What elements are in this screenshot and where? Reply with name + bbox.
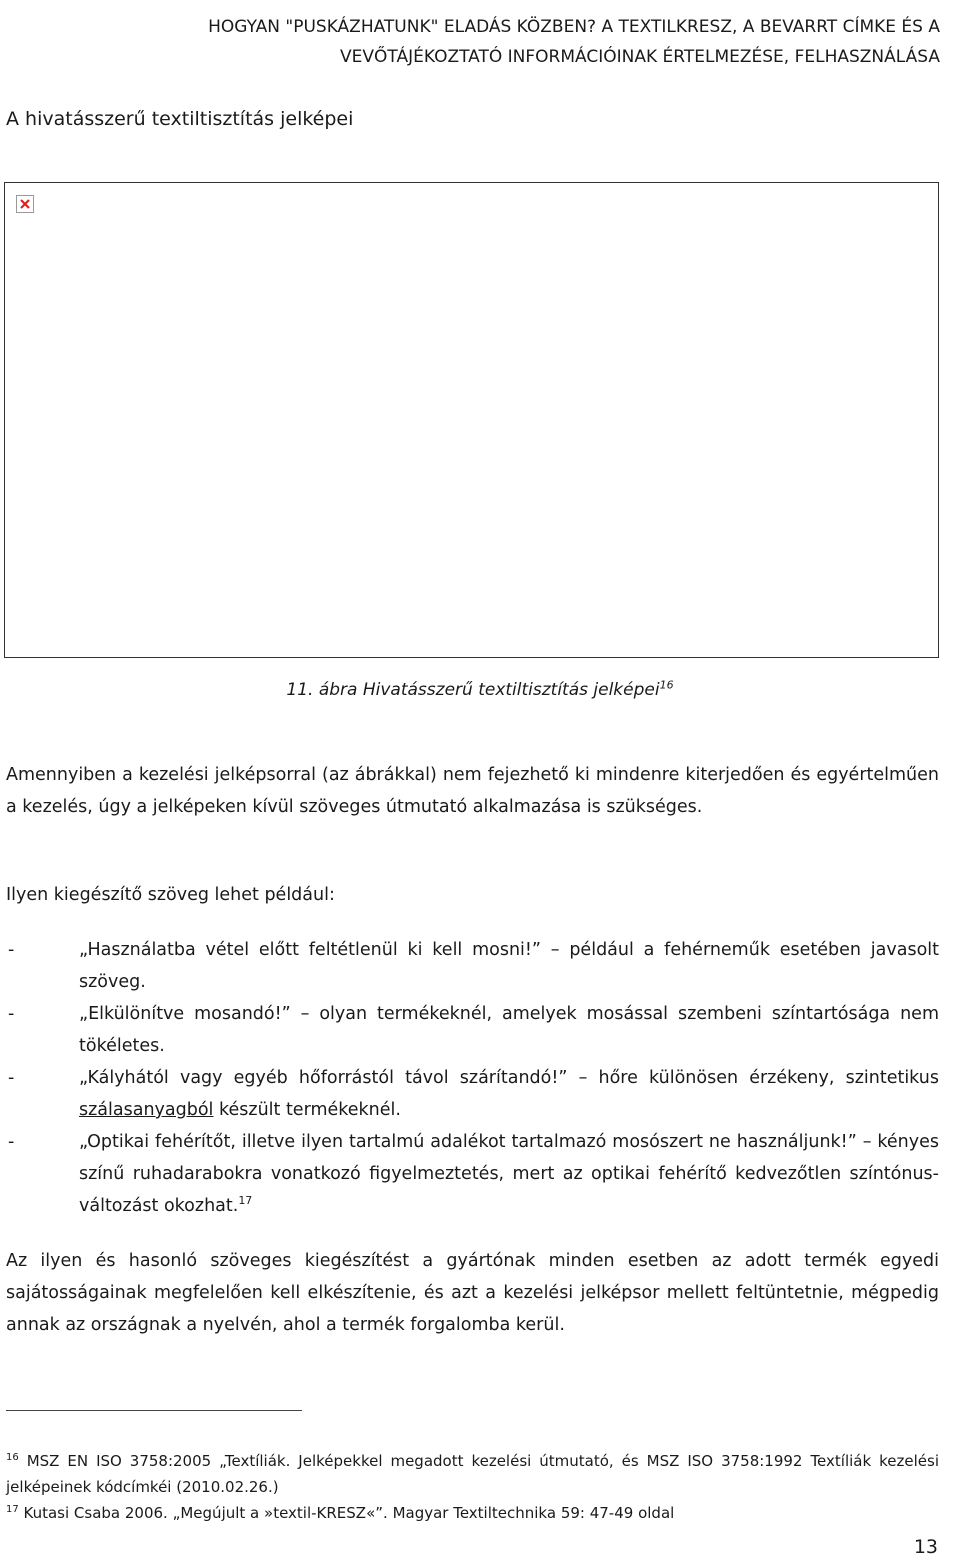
bullet-text: „Használatba vétel előtt feltétlenül ki kell mosni!” – például a fehérneműk esetében javasolt szöveg. (79, 940, 939, 992)
section-title: A hivatásszerű textiltisztítás jelképei (6, 108, 354, 130)
list-item (6, 934, 939, 998)
bullet-text: „Kályhától vagy egyéb hőforrástól távol szárítandó!” – hőre különösen érzékeny, szintetikus (79, 1068, 939, 1088)
running-header (40, 12, 940, 72)
paragraph-1: Amennyiben a kezelési jelképsorral (az ábrákkal) nem fejezhető ki mindenre kiterjedően és egyértelműen a kezelés, úgy a jelképeken kívül szöveges útmutató alkalmazása is szükséges. (6, 765, 939, 817)
bullet-dash: - (8, 1068, 15, 1088)
list-item (6, 1062, 939, 1126)
footnote-ref-16[interactable]: 16 (659, 678, 674, 692)
bullet-text: „Elkülönítve mosandó!” – olyan termékeknél, amelyek mosással szembeni színtartósága nem tökéletes. (79, 1004, 939, 1056)
list-item (6, 1126, 939, 1222)
paragraph-2: Ilyen kiegészítő szöveg lehet például: (6, 885, 335, 905)
paragraph-3: Az ilyen és hasonló szöveges kiegészítést a gyártónak minden esetben az adott termék egyedi sajátosságainak megfelelően kell elkészítenie, és azt a kezelési jelképsor mellett feltüntetnie, mégpedig annak az országnak a nyelvén, ahol a termék forgalomba kerül. (6, 1251, 939, 1335)
figure-caption (0, 680, 960, 700)
bullet-dash: - (8, 1132, 15, 1152)
footnote-ref-17[interactable]: 17 (238, 1194, 253, 1208)
footnote-separator (6, 1410, 302, 1411)
footnote-16 (6, 1448, 939, 1500)
footnote-number: 17 (6, 1504, 19, 1515)
bullet-dash: - (8, 1004, 15, 1024)
footnote-17 (6, 1500, 939, 1526)
bullet-text-end: készült termékeknél. (213, 1100, 401, 1120)
header-line-2: VEVŐTÁJÉKOZTATÓ INFORMÁCIÓINAK ÉRTELMEZÉSE, FELHASZNÁLÁSA (340, 47, 940, 67)
figure-image-frame (4, 182, 939, 658)
footnote-text: Kutasi Csaba 2006. „Megújult a »textil-KRESZ«”. Magyar Textiltechnika 59: 47-49 oldal (18, 1504, 675, 1522)
hyperlink-szalasanyag[interactable]: szálasanyagból (79, 1100, 214, 1120)
figure-caption-text: 11. ábra Hivatásszerű textiltisztítás jelképei (286, 680, 660, 700)
footnote-number: 16 (6, 1452, 19, 1463)
bullet-list (6, 934, 939, 1222)
page-number: 13 (913, 1536, 938, 1558)
footnotes (6, 1448, 939, 1526)
bullet-text: „Optikai fehérítőt, illetve ilyen tartalmú adalékot tartalmazó mosószert ne használjunk!” – kényes színű ruhadarabokra vonatkozó figyelmeztetés, mert az optikai fehérítő kedvezőtlen színtónus-változást okozhat. (79, 1132, 939, 1216)
footnote-text: MSZ EN ISO 3758:2005 „Textíliák. Jelképekkel megadott kezelési útmutató, és MSZ ISO 3758:1992 Textíliák kezelési jelképeinek kódcímkéi (2010.02.26.) (6, 1452, 939, 1496)
list-item (6, 998, 939, 1062)
broken-image-icon (16, 195, 34, 213)
bullet-dash: - (8, 940, 15, 960)
header-line-1: HOGYAN "PUSKÁZHATUNK" ELADÁS KÖZBEN? A TEXTILKRESZ, A BEVARRT CÍMKE ÉS A (208, 17, 940, 37)
